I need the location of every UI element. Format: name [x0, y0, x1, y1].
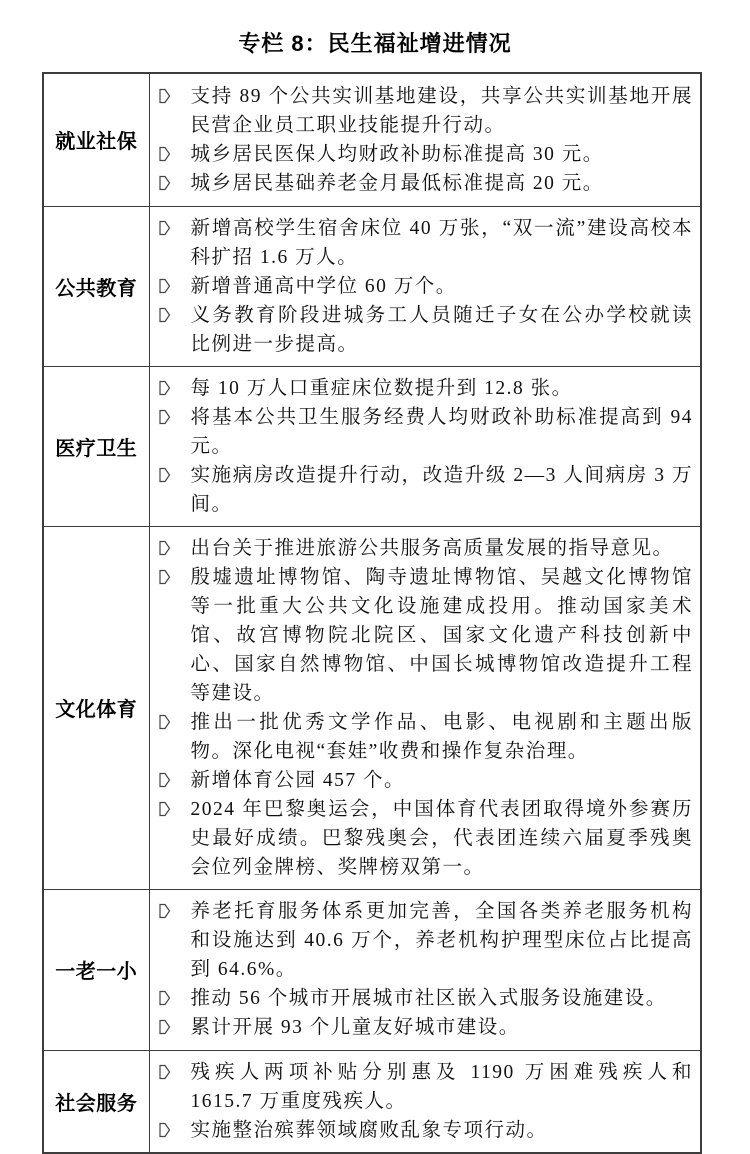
table-row-culture-sports: [43, 526, 701, 889]
list-item: [158, 984, 694, 1013]
welfare-table: [42, 72, 702, 1154]
welfare-table-body: [43, 73, 701, 1153]
hollow-right-arrow-icon: [158, 88, 171, 104]
row-content: [149, 73, 701, 206]
item-text: 殷墟遗址博物馆、陶寺遗址博物馆、吴越文化博物馆等一批重大公共文化设施建成投用。推动国家美术馆、故宫博物院北院区、国家文化遗产科技创新中心、国家自然博物馆、中国长城博物馆改造提升工程等建设。: [190, 566, 693, 704]
hollow-right-arrow-icon: [158, 220, 171, 236]
item-text: 实施病房改造提升行动，改造升级 2—3 人间病房 3 万间。: [190, 464, 693, 515]
item-text: 推出一批优秀文学作品、电影、电视剧和主题出版物。深化电视“套娃”收费和操作复杂治理。: [190, 711, 693, 762]
list-item: [158, 563, 694, 708]
hollow-right-arrow-icon: [158, 1122, 171, 1138]
list-item: [158, 403, 694, 461]
hollow-right-arrow-icon: [158, 990, 171, 1006]
hollow-right-arrow-icon: [158, 569, 171, 585]
table-row-social-services: [43, 1050, 701, 1153]
list-item: [158, 766, 694, 795]
hollow-right-arrow-icon: [158, 278, 171, 294]
item-text: 出台关于推进旅游公共服务高质量发展的指导意见。: [190, 537, 674, 559]
hollow-right-arrow-icon: [158, 1064, 171, 1080]
item-text: 实施整治殡葬领域腐败乱象专项行动。: [190, 1119, 548, 1141]
row-content: [149, 889, 701, 1050]
row-label: 文化体育: [43, 526, 149, 889]
item-text: 将基本公共卫生服务经费人均财政补助标准提高到 94 元。: [190, 406, 693, 457]
list-item: [158, 82, 694, 140]
row-label: 公共教育: [43, 206, 149, 366]
list-item: [158, 214, 694, 272]
hollow-right-arrow-icon: [158, 772, 171, 788]
table-row-elderly-children: [43, 889, 701, 1050]
list-item: [158, 301, 694, 359]
list-item: [158, 1116, 694, 1145]
hollow-right-arrow-icon: [158, 175, 171, 191]
table-row-public-education: [43, 206, 701, 366]
list-item: [158, 169, 694, 198]
hollow-right-arrow-icon: [158, 714, 171, 730]
hollow-right-arrow-icon: [158, 540, 171, 556]
hollow-right-arrow-icon: [158, 903, 171, 919]
item-text: 2024 年巴黎奥运会，中国体育代表团取得境外参赛历史最好成绩。巴黎残奥会，代表团连续六届夏季残奥会位列金牌榜、奖牌榜双第一。: [190, 798, 693, 878]
item-text: 支持 89 个公共实训基地建设，共享公共实训基地开展民营企业员工职业技能提升行动。: [190, 85, 693, 136]
page-title: 专栏 8：民生福祉增进情况: [238, 31, 512, 56]
table-row-employment-social-security: [43, 73, 701, 206]
hollow-right-arrow-icon: [158, 801, 171, 817]
list-item: [158, 534, 694, 563]
item-text: 新增普通高中学位 60 万个。: [190, 275, 457, 297]
item-text: 新增高校学生宿舍床位 40 万张，“双一流”建设高校本科扩招 1.6 万人。: [190, 217, 693, 268]
list-item: [158, 272, 694, 301]
hollow-right-arrow-icon: [158, 146, 171, 162]
row-label: 就业社保: [43, 73, 149, 206]
table-row-medical-health: [43, 366, 701, 526]
item-text: 义务教育阶段进城务工人员随迁子女在公办学校就读比例进一步提高。: [190, 304, 693, 355]
row-content: [149, 206, 701, 366]
hollow-right-arrow-icon: [158, 380, 171, 396]
item-text: 残疾人两项补贴分别惠及 1190 万困难残疾人和 1615.7 万重度残疾人。: [190, 1061, 693, 1112]
list-item: [158, 140, 694, 169]
item-text: 城乡居民医保人均财政补助标准提高 30 元。: [190, 143, 604, 165]
row-content: [149, 366, 701, 526]
item-text: 新增体育公园 457 个。: [190, 769, 406, 791]
list-item: [158, 374, 694, 403]
hollow-right-arrow-icon: [158, 1019, 171, 1035]
item-text: 每 10 万人口重症床位数提升到 12.8 张。: [190, 377, 573, 399]
item-text: 推动 56 个城市开展城市社区嵌入式服务设施建设。: [190, 988, 667, 1009]
item-text: 养老托育服务体系更加完善，全国各类养老服务机构和设施达到 40.6 万个，养老机构护理型床位占比提高到 64.6%。: [190, 901, 693, 980]
row-label: 一老一小: [43, 889, 149, 1050]
row-label: 社会服务: [43, 1050, 149, 1153]
row-label: 医疗卫生: [43, 366, 149, 526]
row-content: [149, 526, 701, 889]
item-text: 城乡居民基础养老金月最低标准提高 20 元。: [190, 172, 604, 194]
list-item: [158, 461, 694, 519]
row-content: [149, 1050, 701, 1153]
list-item: [158, 708, 694, 766]
item-text: 累计开展 93 个儿童友好城市建设。: [190, 1017, 520, 1038]
list-item: [158, 1013, 694, 1042]
hollow-right-arrow-icon: [158, 409, 171, 425]
hollow-right-arrow-icon: [158, 307, 171, 323]
list-item: [158, 897, 694, 984]
hollow-right-arrow-icon: [158, 467, 171, 483]
list-item: [158, 1058, 694, 1116]
list-item: [158, 795, 694, 882]
